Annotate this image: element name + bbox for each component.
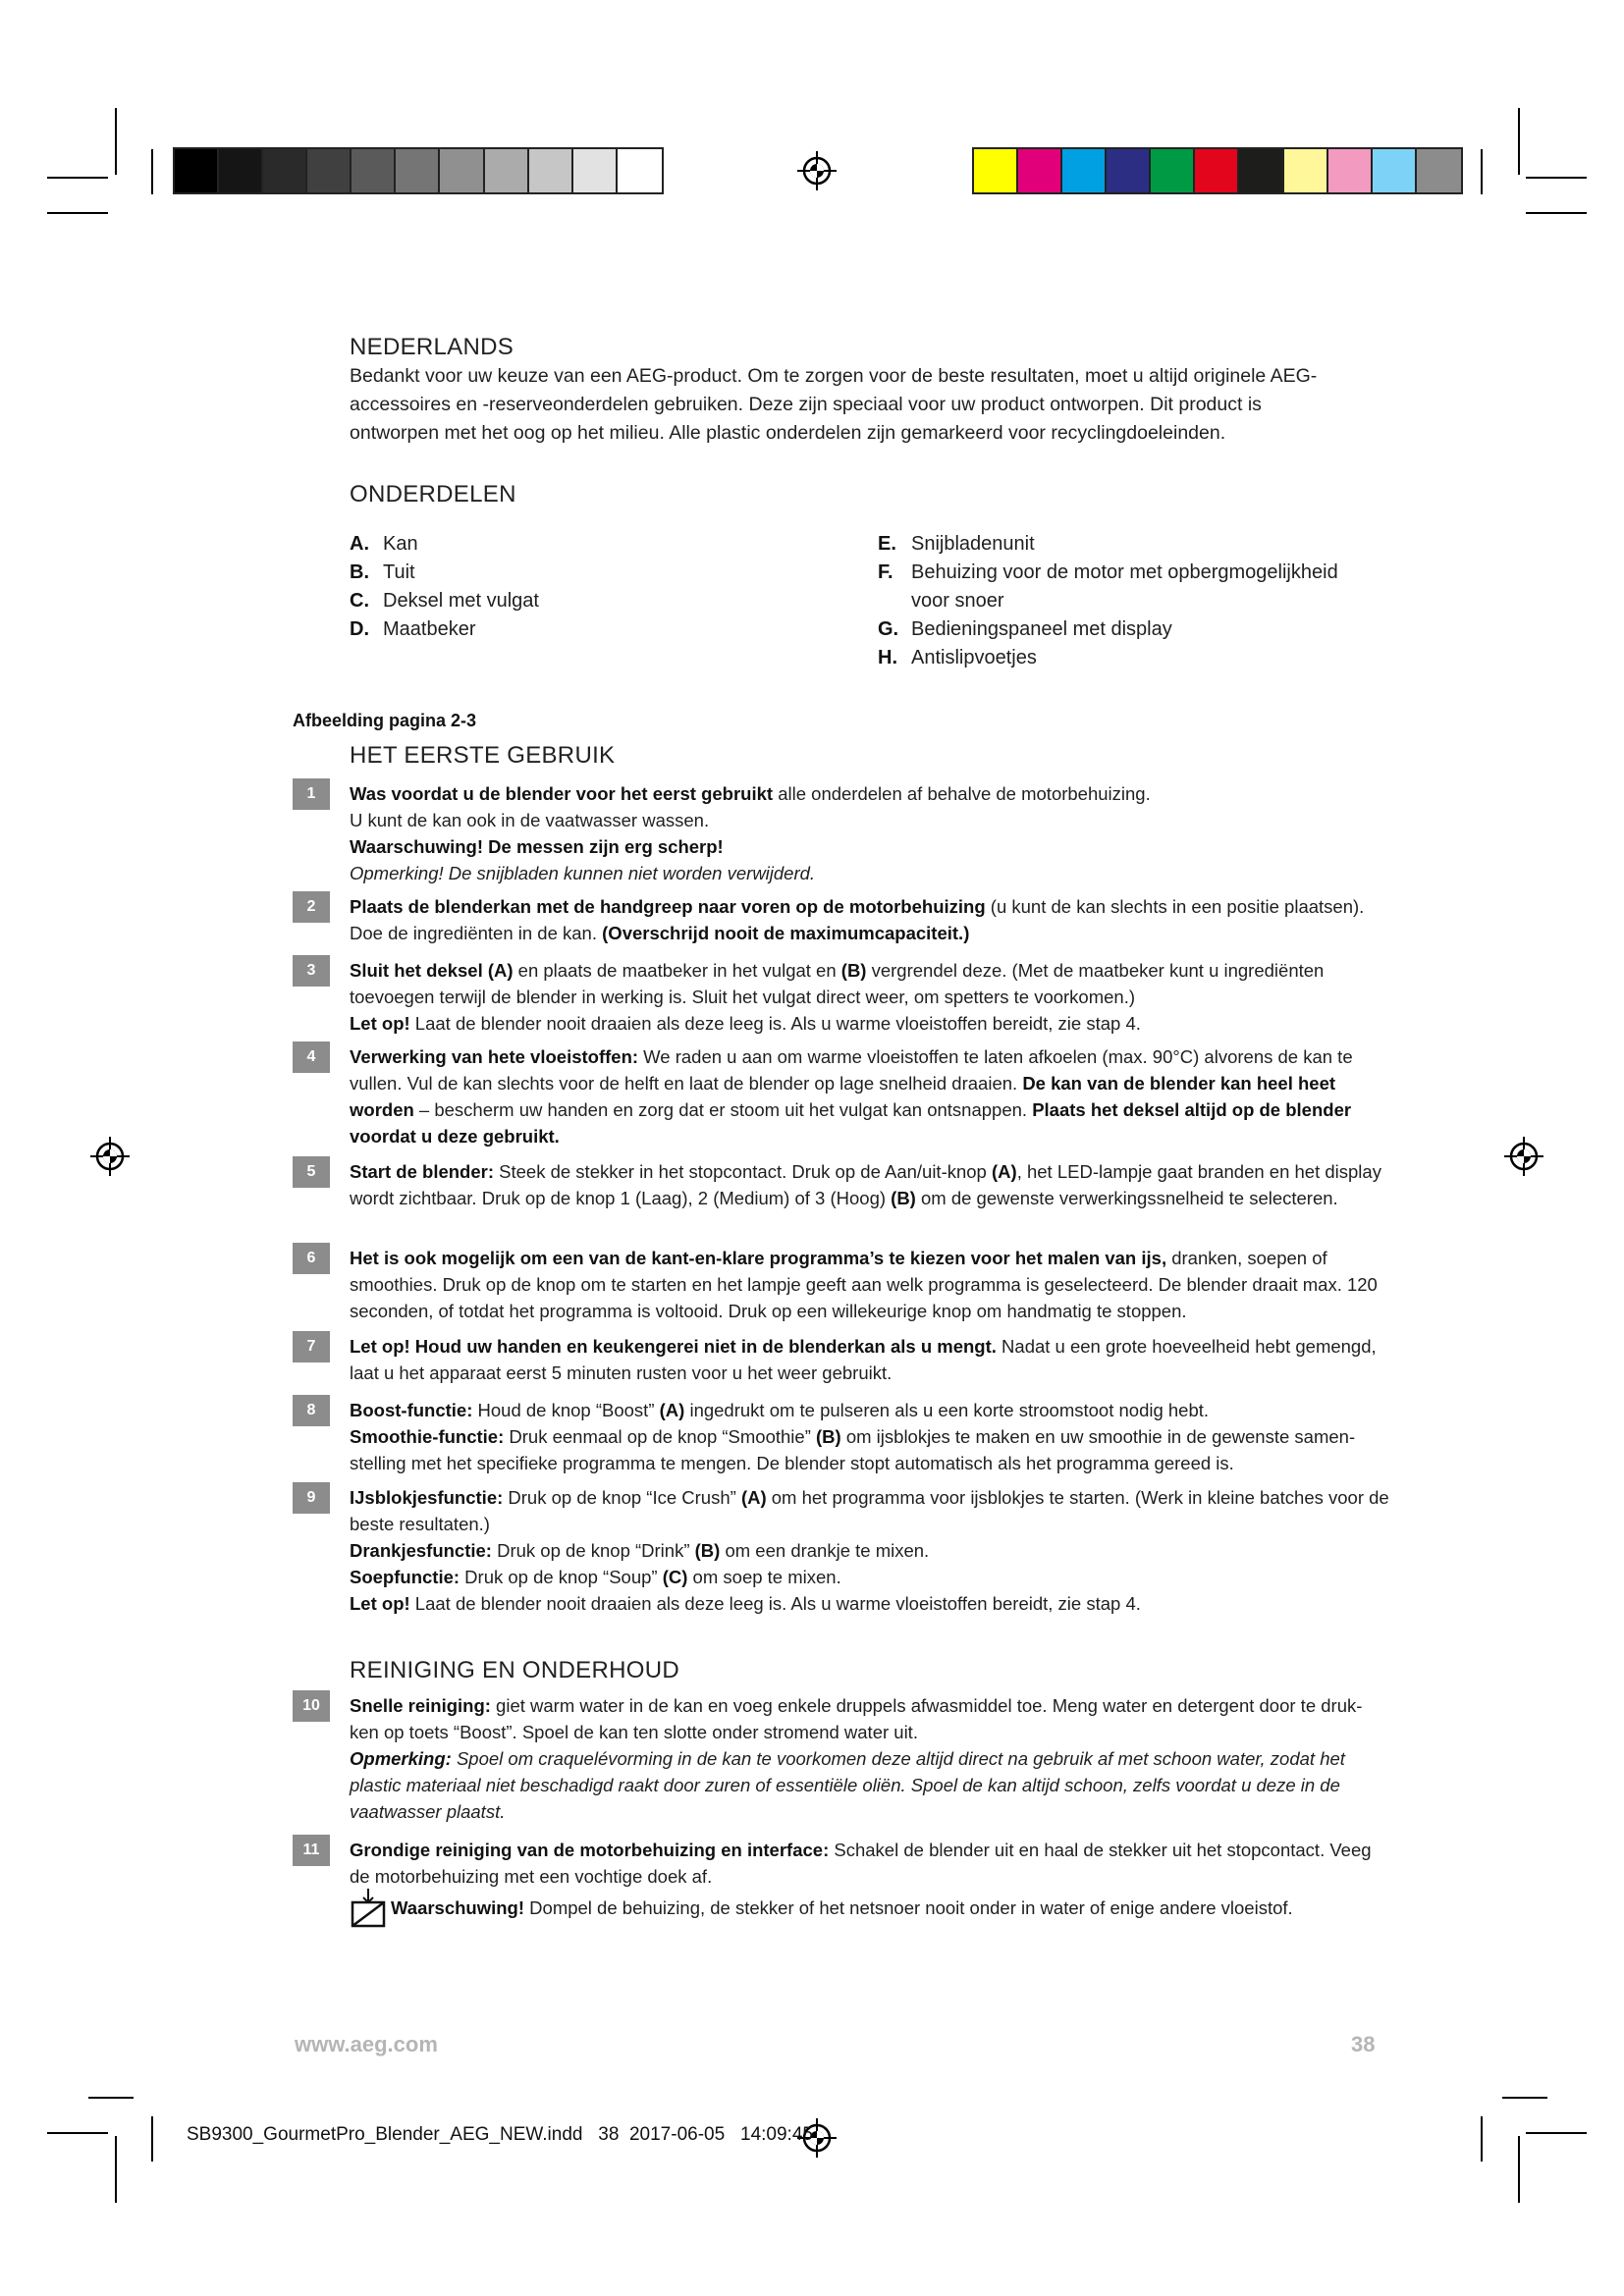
step-emphasis: Verwerking van hete vloeistoffen: <box>350 1046 639 1067</box>
step-paragraph <box>350 1590 1390 1617</box>
step-run: We raden u aan om warme vloeistoffen te laten afkoelen (max. 90°C) alvorens de kan te vullen. Vul de kan slechts voor de helft en laat de blender op lage snelheid draaien. <box>350 1046 1353 1094</box>
step-run: vergrendel deze. (Met de maatbeker kunt u ingrediënten toevoegen terwijl de blender in werking is. Sluit het vulgat direct weer, om spetters te voorkomen.) <box>350 960 1325 1007</box>
do-not-immerse-icon <box>350 1889 387 1928</box>
step-number-badge: 3 <box>293 955 330 987</box>
step-number-badge: 9 <box>293 1482 330 1514</box>
part-letter: F. <box>878 561 893 583</box>
step-paragraph <box>350 1837 1390 1890</box>
step-paragraph <box>350 1537 1390 1564</box>
cmyk-color-bar <box>972 147 1463 194</box>
step-emphasis: Let op! <box>350 1593 410 1614</box>
part-label: Snijbladenunit <box>911 533 1035 555</box>
step-emphasis: Let op! Houd uw handen en keukengerei niet in de blenderkan als u mengt. <box>350 1336 997 1357</box>
part-label: Deksel met vulgat <box>383 590 539 612</box>
step-emphasis: Grondige reiniging van de motorbehuizing en interface: <box>350 1840 830 1860</box>
step-run: om het programma voor ijsblokjes te starten. (Werk in kleine batches voor de beste resultaten.) <box>350 1487 1389 1534</box>
crop-mark <box>1518 108 1520 175</box>
crop-mark <box>115 2136 117 2203</box>
step-text <box>350 1692 1390 1825</box>
step-run: om ijsblokjes te maken en uw smoothie in de gewenste samen-stelling met het specifieke programma te mengen. De blender stopt automatisch als het programma gereed is. <box>350 1426 1356 1473</box>
step-run: om soep te mixen. <box>687 1567 841 1587</box>
step-run: Druk op de knop “Drink” <box>491 1540 695 1561</box>
step-run: (u kunt de kan slechts in een positie plaatsen). Doe de ingrediënten in de kan. <box>350 896 1365 943</box>
step-run: Houd de knop “Boost” <box>472 1400 660 1420</box>
parts-section <box>350 481 1390 507</box>
step-paragraph <box>350 1423 1390 1476</box>
part-letter: G. <box>878 618 899 640</box>
step-text <box>350 957 1390 1037</box>
step-emphasis: (B) <box>694 1540 721 1561</box>
step-number-badge: 11 <box>293 1835 330 1866</box>
step-run: om een drankje te mixen. <box>720 1540 930 1561</box>
step-run: giet warm water in de kan en voeg enkele druppels afwasmiddel toe. Meng water en detergent door te druk-ken op toets “Boost”. Spoel de kan ten slotte onder stromend water uit. <box>350 1695 1363 1742</box>
registration-mark-icon <box>1504 1137 1543 1176</box>
part-letter: H. <box>878 647 897 668</box>
cleaning-section <box>350 1657 1390 1683</box>
print-slug: SB9300_GourmetPro_Blender_AEG_NEW.indd 38 2017-06-05 14:09:45 <box>187 2124 813 2145</box>
color-swatch <box>1239 149 1283 192</box>
step-number-badge: 1 <box>293 778 330 810</box>
step-emphasis: De kan van de blender kan heel heet worden <box>350 1073 1336 1120</box>
color-swatch <box>529 149 573 192</box>
color-swatch <box>974 149 1018 192</box>
crop-mark <box>1518 2136 1520 2203</box>
color-swatch <box>573 149 618 192</box>
step-run: Druk op de knop “Ice Crush” <box>503 1487 741 1508</box>
step-run: Steek de stekker in het stopcontact. Druk op de Aan/uit-knop <box>494 1161 992 1182</box>
step-text <box>350 1397 1390 1476</box>
step-paragraph <box>350 893 1390 946</box>
step-paragraph <box>350 1043 1390 1149</box>
step-run: dranken, soepen of smoothies. Druk op de knop om te starten en het lampje geeft aan welk programma is geselecteerd. De blender draait max. 120 seconden, of totdat het programma is voltooid. Druk op een willekeurige knop om handmatig te stoppen. <box>350 1248 1378 1321</box>
step-run: Laat de blender nooit draaien als deze leeg is. Als u warme vloeistoffen bereidt, zie stap 4. <box>409 1593 1141 1614</box>
step-paragraph <box>350 1397 1390 1423</box>
step-run: om de gewenste verwerkingssnelheid te selecteren. <box>915 1188 1338 1208</box>
crop-mark <box>115 108 117 175</box>
step-run: Druk eenmaal op de knop “Smoothie” <box>504 1426 817 1447</box>
registration-mark-icon <box>90 1137 130 1176</box>
step-text <box>350 1245 1390 1324</box>
grayscale-color-bar <box>173 147 664 194</box>
color-swatch <box>1284 149 1328 192</box>
part-letter: B. <box>350 561 369 583</box>
color-swatch <box>1018 149 1062 192</box>
parts-list-item <box>878 644 1369 672</box>
part-label: Antislipvoetjes <box>911 647 1037 668</box>
parts-list-item <box>350 559 821 587</box>
step-run: ingedrukt om te pulseren als u een korte stroomstoot nodig hebt. <box>684 1400 1210 1420</box>
step-text <box>350 1837 1390 1890</box>
step-paragraph <box>350 1564 1390 1590</box>
parts-list-item <box>878 559 1369 615</box>
color-swatch <box>263 149 307 192</box>
step-emphasis: Het is ook mogelijk om een van de kant-en-klare programma’s te kiezen voor het malen van ijs, <box>350 1248 1167 1268</box>
parts-list-item <box>878 530 1369 559</box>
step-emphasis: Sluit het deksel (A) <box>350 960 514 981</box>
color-swatch <box>396 149 440 192</box>
crop-mark <box>1526 2132 1587 2134</box>
cleaning-heading: REINIGING EN ONDERHOUD <box>350 1657 679 1683</box>
part-letter: A. <box>350 533 369 555</box>
step-run: Spoel om craquelévorming in de kan te voorkomen deze altijd direct na gebruik af met schoon water, zodat het plastic materiaal niet beschadigd raakt door zuren of essentiële oliën. Spoel de kan altijd schoon, zelfs voordat u deze in de vaatwasser plaatst. <box>350 1748 1345 1822</box>
color-swatch <box>1417 149 1461 192</box>
color-swatch <box>1062 149 1107 192</box>
color-swatch <box>618 149 662 192</box>
step-emphasis: (Overschrijd nooit de maximumcapaciteit.) <box>602 923 970 943</box>
crop-mark <box>1481 149 1483 194</box>
step-text <box>350 1333 1390 1386</box>
step-emphasis: (A) <box>659 1400 685 1420</box>
crop-mark <box>47 177 108 179</box>
intro-text: Bedankt voor uw keuze van een AEG-product. Om te zorgen voor de beste resultaten, moet u altijd originele AEG-accessoires en -reserveonderdelen gebruiken. Deze zijn speciaal voor uw product ontworpen. Dit product is ontworpen met het oog op het milieu. Alle plastic onderdelen zijn gemarkeerd voor recyclingdoeleinden. <box>350 365 1318 444</box>
step-text <box>350 780 1390 886</box>
step-emphasis: Drankjesfunctie: <box>350 1540 492 1561</box>
step-run: Opmerking! De snijbladen kunnen niet worden verwijderd. <box>350 863 816 883</box>
parts-list-left <box>350 530 821 644</box>
color-swatch <box>1373 149 1417 192</box>
step-emphasis: (B) <box>816 1426 841 1447</box>
step-emphasis: Snelle reiniging: <box>350 1695 491 1716</box>
step-emphasis: Waarschuwing! De messen zijn erg scherp! <box>350 836 724 857</box>
crop-mark <box>1526 177 1587 179</box>
part-letter: E. <box>878 533 896 555</box>
part-label: Maatbeker <box>383 618 476 640</box>
step-paragraph <box>350 1245 1390 1324</box>
crop-mark <box>1481 2116 1483 2162</box>
intro-heading: NEDERLANDS <box>350 334 514 360</box>
step-run: alle onderdelen af behalve de motorbehuizing. <box>773 783 1151 804</box>
step-number-badge: 4 <box>293 1041 330 1073</box>
parts-list-item <box>350 587 821 615</box>
step-emphasis: Was voordat u de blender voor het eerst gebruikt <box>350 783 774 804</box>
step-paragraph <box>350 833 1390 860</box>
step-emphasis: (B) <box>891 1188 916 1208</box>
part-label: Behuizing voor de motor met opbergmogelijkheid voor snoer <box>911 561 1338 612</box>
step-run: en plaats de maatbeker in het vulgat en <box>513 960 841 981</box>
step-run: Nadat u een grote hoeveelheid hebt gemengd, laat u het apparaat eerst 5 minuten rusten voor u het weer gebruikt. <box>350 1336 1377 1383</box>
step-run: Laat de blender nooit draaien als deze leeg is. Als u warme vloeistoffen bereidt, zie stap 4. <box>409 1013 1141 1034</box>
step-run: U kunt de kan ook in de vaatwasser wassen. <box>350 810 710 830</box>
step-emphasis: (A) <box>740 1487 767 1508</box>
color-swatch <box>485 149 529 192</box>
step-emphasis: Soepfunctie: <box>350 1567 460 1587</box>
step-paragraph <box>350 1484 1390 1537</box>
color-swatch <box>1195 149 1239 192</box>
crop-mark <box>47 2132 108 2134</box>
step-number-badge: 6 <box>293 1243 330 1274</box>
step-text <box>350 893 1390 946</box>
step-emphasis: (A) <box>992 1161 1017 1182</box>
step-emphasis: Start de blender: <box>350 1161 494 1182</box>
step-run: Druk op de knop “Soup” <box>460 1567 663 1587</box>
step-paragraph <box>350 1010 1390 1037</box>
step-emphasis: Smoothie-functie: <box>350 1426 505 1447</box>
step-paragraph <box>350 1333 1390 1386</box>
crop-mark <box>47 212 108 214</box>
part-label: Tuit <box>383 561 415 583</box>
step-emphasis: Opmerking: <box>350 1748 452 1769</box>
first-use-section <box>350 742 1390 769</box>
color-swatch <box>219 149 263 192</box>
step-paragraph <box>350 860 1390 886</box>
warning-row <box>350 1889 1390 1928</box>
step-number-badge: 10 <box>293 1690 330 1722</box>
registration-mark-icon <box>797 151 837 190</box>
step-number-badge: 5 <box>293 1156 330 1188</box>
parts-list-item <box>350 530 821 559</box>
crop-mark <box>151 149 153 194</box>
part-label: Kan <box>383 533 418 555</box>
figure-reference: Afbeelding pagina 2-3 <box>293 711 477 730</box>
color-swatch <box>1151 149 1195 192</box>
color-swatch <box>1107 149 1151 192</box>
step-text <box>350 1043 1390 1149</box>
first-use-heading: HET EERSTE GEBRUIK <box>350 742 616 769</box>
color-swatch <box>175 149 219 192</box>
crop-mark <box>88 2097 134 2099</box>
step-text <box>350 1484 1390 1617</box>
part-letter: C. <box>350 590 369 612</box>
crop-mark <box>151 2116 153 2162</box>
step-paragraph <box>350 957 1390 1010</box>
step-emphasis: Boost-functie: <box>350 1400 473 1420</box>
step-run: Schakel de blender uit en haal de stekker uit het stopcontact. Veeg de motorbehuizing met een vochtige doek af. <box>350 1840 1372 1887</box>
step-paragraph <box>350 1745 1390 1825</box>
color-swatch <box>1328 149 1373 192</box>
color-swatch <box>440 149 484 192</box>
step-text <box>350 1158 1390 1211</box>
step-paragraph <box>350 1158 1390 1211</box>
step-number-badge: 8 <box>293 1395 330 1426</box>
footer-page-number: 38 <box>1351 2032 1376 2056</box>
step-run: , het LED-lampje gaat branden en het display wordt zichtbaar. Druk op de knop 1 (Laag), 2 (Medium) of 3 (Hoog) <box>350 1161 1381 1208</box>
step-paragraph <box>350 1692 1390 1745</box>
step-number-badge: 2 <box>293 891 330 923</box>
parts-list-right <box>878 530 1369 672</box>
step-run: – bescherm uw handen en zorg dat er stoom uit het vulgat kan ontsnappen. <box>413 1099 1033 1120</box>
intro-section <box>350 334 1390 448</box>
step-paragraph <box>350 780 1390 807</box>
step-emphasis: (B) <box>840 960 867 981</box>
step-emphasis: Plaats het deksel altijd op de blender voordat u deze gebruikt. <box>350 1099 1352 1147</box>
footer-website: www.aeg.com <box>295 2032 438 2056</box>
step-emphasis: Plaats de blenderkan met de handgreep naar voren op de motorbehuizing <box>350 896 986 917</box>
crop-mark <box>1502 2097 1547 2099</box>
step-number-badge: 7 <box>293 1331 330 1362</box>
step-emphasis: Let op! <box>350 1013 410 1034</box>
step-emphasis: (C) <box>662 1567 688 1587</box>
parts-heading: ONDERDELEN <box>350 481 516 507</box>
step-emphasis: IJsblokjesfunctie: <box>350 1487 504 1508</box>
color-swatch <box>352 149 396 192</box>
parts-list-item <box>878 615 1369 644</box>
part-label: Bedieningspaneel met display <box>911 618 1172 640</box>
part-letter: D. <box>350 618 369 640</box>
warning-label: Waarschuwing! <box>391 1897 525 1918</box>
step-paragraph <box>350 807 1390 833</box>
warning-text: Dompel de behuizing, de stekker of het netsnoer nooit onder in water of enige andere vloeistof. <box>524 1897 1293 1918</box>
color-swatch <box>307 149 352 192</box>
parts-list-item <box>350 615 821 644</box>
crop-mark <box>1526 212 1587 214</box>
